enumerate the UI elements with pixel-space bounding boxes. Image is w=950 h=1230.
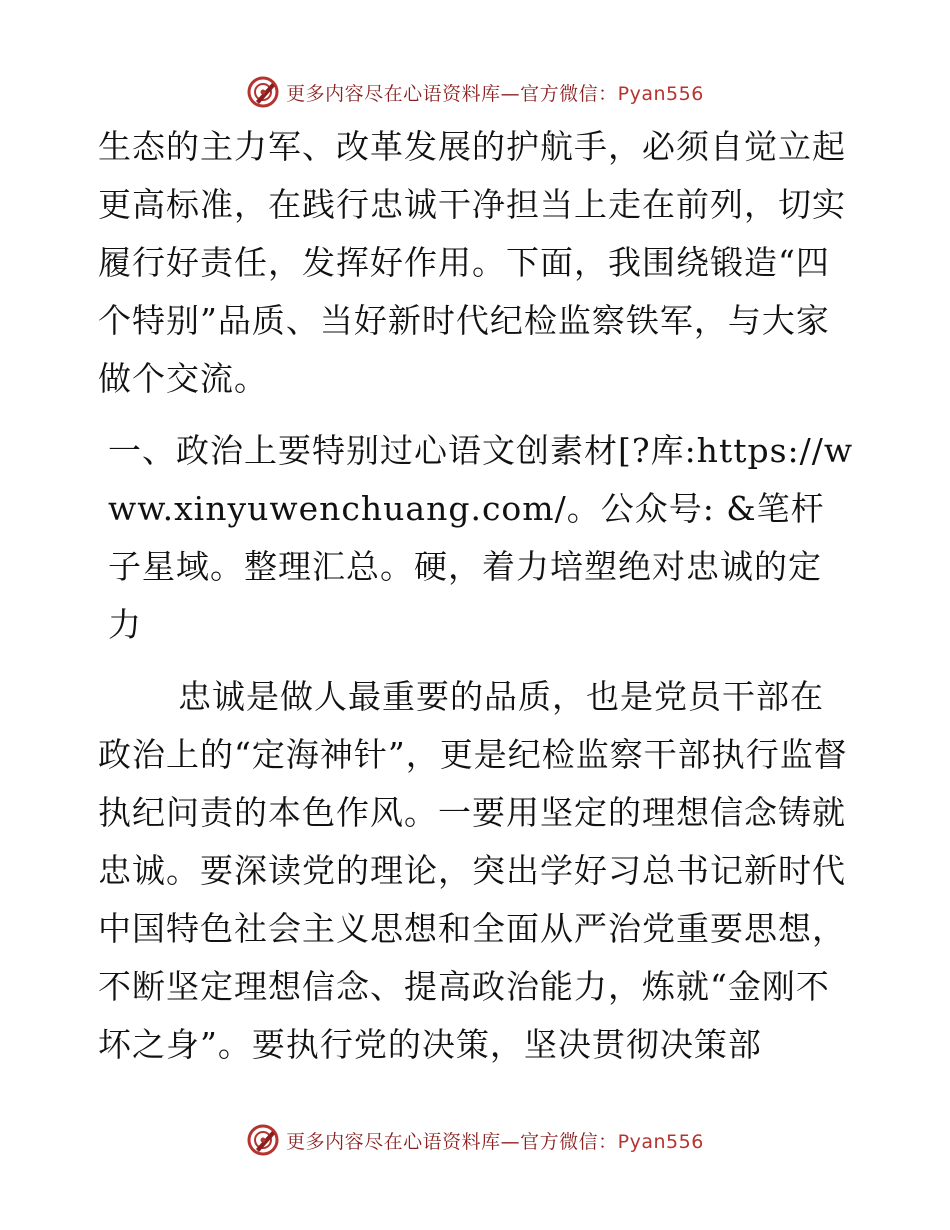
footer-watermark <box>0 1120 950 1160</box>
xinyu-logo-icon <box>246 1123 280 1157</box>
watermark-text: 更多内容尽在心语资料库—官方微信：Pyan556 <box>286 1130 704 1153</box>
watermark-text: 更多内容尽在心语资料库—官方微信：Pyan556 <box>286 82 704 105</box>
xinyu-logo-icon <box>246 75 280 109</box>
paragraph-body: 忠诚是做人最重要的品质，也是党员干部在政治上的“定海神针”，更是纪检监察干部执行监督执纪问责的本色作风。一要用坚定的理想信念铸就忠诚。要深读党的理论，突出学好习总书记新时代中国特色社会主义思想和全面从严治党重要思想，不断坚定理想信念、提高政治能力，炼就“金刚不坏之身”。要执行党的决策，坚决贯彻决策部 <box>98 677 848 1064</box>
section-heading: 一、政治上要特别过心语文创素材[?库:https://www.xinyuwenchuang.com/。公众号: &笔杆子星域。整理汇总。硬，着力培塑绝对忠诚的定力 <box>108 431 854 644</box>
paragraph-intro: 生态的主力军、改革发展的护航手，必须自觉立起更高标准，在践行忠诚干净担当上走在前列，切实履行好责任，发挥好作用。下面，我围绕锻造“四个特别”品质、当好新时代纪检监察铁军，与大家做个交流。 <box>98 127 846 398</box>
document-body <box>98 118 854 1074</box>
header-watermark <box>0 72 950 112</box>
